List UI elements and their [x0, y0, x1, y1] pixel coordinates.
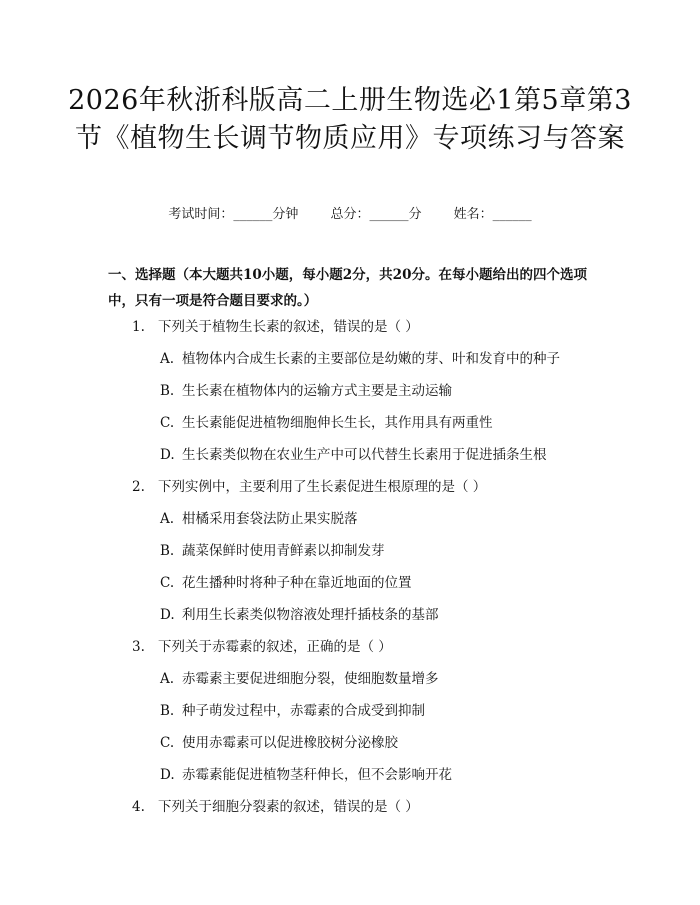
student-name: 姓名：______ [453, 207, 532, 222]
option-1b [160, 382, 452, 400]
question-number: 3. [132, 639, 145, 655]
option-1a [160, 350, 560, 368]
option-text: 生长素类似物在农业生产中可以代替生长素用于促进插条生根 [182, 447, 547, 463]
option-text: 赤霉素主要促进细胞分裂，使细胞数量增多 [182, 671, 439, 687]
option-letter: C. [160, 415, 175, 431]
option-3d [160, 766, 452, 784]
option-text: 生长素能促进植物细胞伸长生长，其作用具有两重性 [182, 415, 493, 431]
option-letter: B. [160, 383, 175, 399]
exam-score: 总分：______分 [330, 207, 422, 222]
question-text: 下列关于植物生长素的叙述，错误的是（ ） [158, 319, 419, 335]
option-letter: B. [160, 703, 175, 719]
option-2b [160, 542, 385, 560]
section-heading: 一、选择题（本大题共10小题，每小题2分，共20分。在每小题给出的四个选项中，只有一项是符合题目要求的。） [108, 267, 587, 309]
option-2d [160, 606, 439, 624]
question-text: 下列实例中，主要利用了生长素促进生根原理的是（ ） [158, 479, 487, 495]
option-1c [160, 414, 493, 432]
option-text: 柑橘采用套袋法防止果实脱落 [182, 511, 358, 527]
question-number: 1. [132, 319, 145, 335]
option-3b [160, 702, 425, 720]
option-text: 植物体内合成生长素的主要部位是幼嫩的芽、叶和发育中的种子 [182, 351, 560, 367]
option-3c [160, 734, 398, 752]
option-letter: D. [160, 607, 175, 623]
option-text: 种子萌发过程中，赤霉素的合成受到抑制 [182, 703, 425, 719]
option-text: 使用赤霉素可以促进橡胶树分泌橡胶 [182, 735, 398, 751]
option-letter: A. [160, 511, 175, 527]
option-2c [160, 574, 412, 592]
question-text: 下列关于赤霉素的叙述，正确的是（ ） [158, 639, 392, 655]
document-title: 2026年秋浙科版高二上册生物选必1第5章第3节《植物生长调节物质应用》专项练习与答案 [68, 85, 632, 154]
option-3a [160, 670, 439, 688]
exam-time: 考试时间：______分钟 [168, 207, 299, 222]
option-text: 利用生长素类似物溶液处理扦插枝条的基部 [182, 607, 439, 623]
option-letter: A. [160, 351, 175, 367]
option-1d [160, 446, 547, 464]
question-1 [132, 318, 419, 336]
option-text: 生长素在植物体内的运输方式主要是主动运输 [182, 383, 452, 399]
question-2 [132, 478, 486, 496]
question-text: 下列关于细胞分裂素的叙述，错误的是（ ） [158, 799, 419, 815]
option-text: 赤霉素能促进植物茎秆伸长，但不会影响开花 [182, 767, 452, 783]
question-number: 2. [132, 479, 145, 495]
option-letter: C. [160, 735, 175, 751]
question-3 [132, 638, 392, 656]
question-number: 4. [132, 799, 145, 815]
option-text: 蔬菜保鲜时使用青鲜素以抑制发芽 [182, 543, 385, 559]
option-letter: D. [160, 447, 175, 463]
option-letter: C. [160, 575, 175, 591]
question-4 [132, 798, 419, 816]
option-letter: A. [160, 671, 175, 687]
option-letter: B. [160, 543, 175, 559]
exam-info [0, 206, 700, 224]
option-text: 花生播种时将种子种在靠近地面的位置 [182, 575, 412, 591]
option-letter: D. [160, 767, 175, 783]
option-2a [160, 510, 358, 528]
